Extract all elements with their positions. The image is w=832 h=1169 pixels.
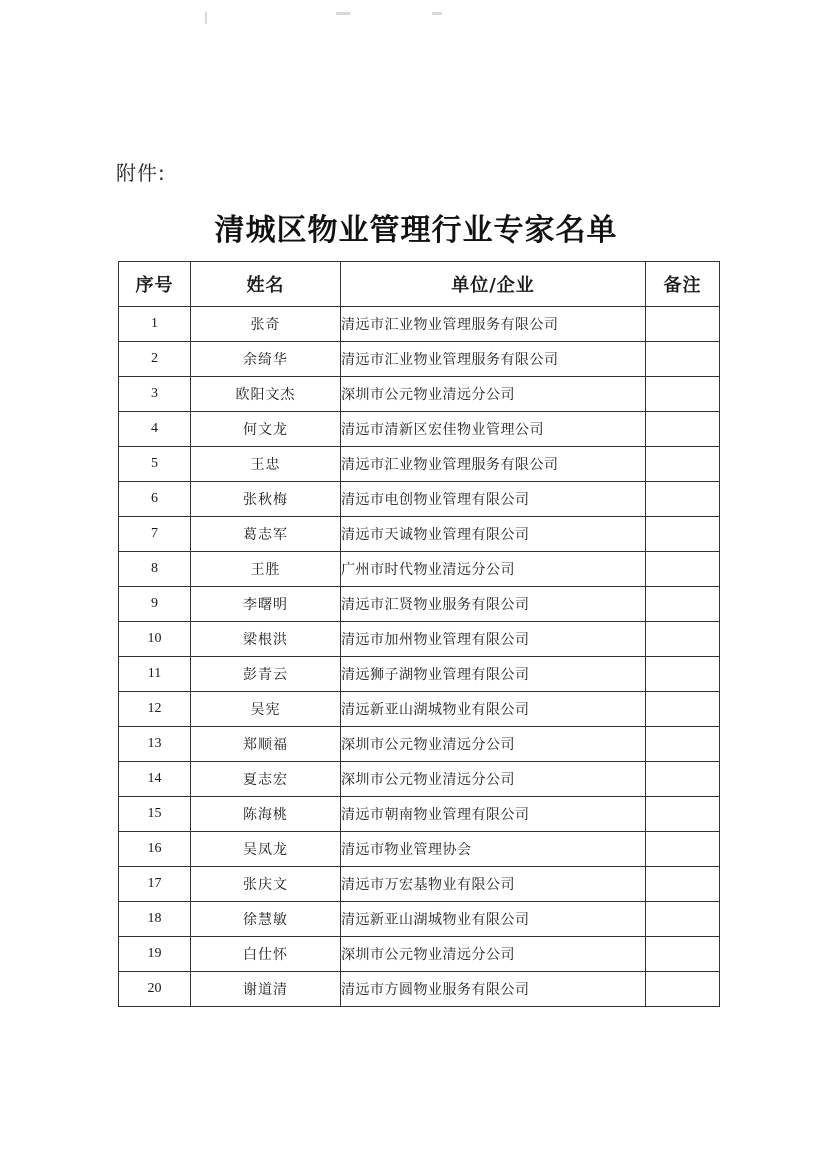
row-number: 3 bbox=[119, 377, 191, 412]
expert-organization: 清远市汇业物业管理服务有限公司 bbox=[341, 342, 646, 377]
expert-organization: 清远新亚山湖城物业有限公司 bbox=[341, 692, 646, 727]
expert-name: 梁根洪 bbox=[191, 622, 341, 657]
table-row bbox=[119, 622, 720, 657]
table-row bbox=[119, 552, 720, 587]
expert-name: 张庆文 bbox=[191, 867, 341, 902]
expert-organization: 清远市物业管理协会 bbox=[341, 832, 646, 867]
remark-cell bbox=[646, 342, 720, 377]
expert-organization: 清远市汇业物业管理服务有限公司 bbox=[341, 307, 646, 342]
header-remark: 备注 bbox=[646, 262, 720, 307]
table-row bbox=[119, 517, 720, 552]
header-unit: 单位/企业 bbox=[341, 262, 646, 307]
remark-cell bbox=[646, 692, 720, 727]
row-number: 20 bbox=[119, 972, 191, 1007]
table-body bbox=[119, 307, 720, 1007]
expert-organization: 清远市电创物业管理有限公司 bbox=[341, 482, 646, 517]
expert-list-table bbox=[118, 261, 720, 1007]
expert-name: 彭青云 bbox=[191, 657, 341, 692]
attachment-label: 附件: bbox=[116, 161, 166, 185]
row-number: 18 bbox=[119, 902, 191, 937]
row-number: 2 bbox=[119, 342, 191, 377]
expert-name: 何文龙 bbox=[191, 412, 341, 447]
row-number: 5 bbox=[119, 447, 191, 482]
expert-organization: 清远市万宏基物业有限公司 bbox=[341, 867, 646, 902]
table-header-row bbox=[119, 262, 720, 307]
remark-cell bbox=[646, 447, 720, 482]
scan-mark bbox=[205, 12, 207, 24]
table-row bbox=[119, 937, 720, 972]
remark-cell bbox=[646, 937, 720, 972]
header-no: 序号 bbox=[119, 262, 191, 307]
table-row bbox=[119, 867, 720, 902]
expert-name: 王胜 bbox=[191, 552, 341, 587]
expert-name: 葛志军 bbox=[191, 517, 341, 552]
expert-organization: 广州市时代物业清远分公司 bbox=[341, 552, 646, 587]
remark-cell bbox=[646, 517, 720, 552]
table-row bbox=[119, 412, 720, 447]
table-row bbox=[119, 657, 720, 692]
expert-name: 张奇 bbox=[191, 307, 341, 342]
row-number: 19 bbox=[119, 937, 191, 972]
row-number: 11 bbox=[119, 657, 191, 692]
row-number: 12 bbox=[119, 692, 191, 727]
row-number: 6 bbox=[119, 482, 191, 517]
remark-cell bbox=[646, 797, 720, 832]
row-number: 13 bbox=[119, 727, 191, 762]
expert-organization: 清远狮子湖物业管理有限公司 bbox=[341, 657, 646, 692]
remark-cell bbox=[646, 727, 720, 762]
expert-organization: 清远市汇贤物业服务有限公司 bbox=[341, 587, 646, 622]
expert-organization: 清远市加州物业管理有限公司 bbox=[341, 622, 646, 657]
expert-name: 张秋梅 bbox=[191, 482, 341, 517]
row-number: 8 bbox=[119, 552, 191, 587]
expert-name: 白仕怀 bbox=[191, 937, 341, 972]
row-number: 7 bbox=[119, 517, 191, 552]
header-name: 姓名 bbox=[191, 262, 341, 307]
expert-name: 郑顺福 bbox=[191, 727, 341, 762]
expert-organization: 清远市方圆物业服务有限公司 bbox=[341, 972, 646, 1007]
row-number: 4 bbox=[119, 412, 191, 447]
expert-organization: 清远市天诚物业管理有限公司 bbox=[341, 517, 646, 552]
table-row bbox=[119, 832, 720, 867]
row-number: 15 bbox=[119, 797, 191, 832]
expert-name: 欧阳文杰 bbox=[191, 377, 341, 412]
expert-organization: 深圳市公元物业清远分公司 bbox=[341, 762, 646, 797]
remark-cell bbox=[646, 412, 720, 447]
remark-cell bbox=[646, 622, 720, 657]
remark-cell bbox=[646, 867, 720, 902]
row-number: 9 bbox=[119, 587, 191, 622]
remark-cell bbox=[646, 902, 720, 937]
table-row bbox=[119, 692, 720, 727]
row-number: 10 bbox=[119, 622, 191, 657]
expert-name: 吴凤龙 bbox=[191, 832, 341, 867]
expert-organization: 清远市朝南物业管理有限公司 bbox=[341, 797, 646, 832]
row-number: 16 bbox=[119, 832, 191, 867]
table-row bbox=[119, 482, 720, 517]
table-row bbox=[119, 797, 720, 832]
remark-cell bbox=[646, 762, 720, 797]
table-row bbox=[119, 342, 720, 377]
expert-name: 夏志宏 bbox=[191, 762, 341, 797]
table-row bbox=[119, 587, 720, 622]
table-row bbox=[119, 902, 720, 937]
expert-name: 王忠 bbox=[191, 447, 341, 482]
scan-mark bbox=[432, 12, 442, 15]
expert-name: 李曙明 bbox=[191, 587, 341, 622]
table-row bbox=[119, 377, 720, 412]
row-number: 14 bbox=[119, 762, 191, 797]
expert-organization: 深圳市公元物业清远分公司 bbox=[341, 937, 646, 972]
remark-cell bbox=[646, 377, 720, 412]
expert-organization: 深圳市公元物业清远分公司 bbox=[341, 377, 646, 412]
expert-organization: 清远市清新区宏佳物业管理公司 bbox=[341, 412, 646, 447]
expert-name: 余绮华 bbox=[191, 342, 341, 377]
page-title: 清城区物业管理行业专家名单 bbox=[214, 213, 618, 248]
remark-cell bbox=[646, 832, 720, 867]
row-number: 17 bbox=[119, 867, 191, 902]
remark-cell bbox=[646, 972, 720, 1007]
table-row bbox=[119, 307, 720, 342]
remark-cell bbox=[646, 552, 720, 587]
expert-name: 徐慧敏 bbox=[191, 902, 341, 937]
expert-organization: 清远新亚山湖城物业有限公司 bbox=[341, 902, 646, 937]
row-number: 1 bbox=[119, 307, 191, 342]
expert-name: 吴宪 bbox=[191, 692, 341, 727]
remark-cell bbox=[646, 587, 720, 622]
expert-organization: 清远市汇业物业管理服务有限公司 bbox=[341, 447, 646, 482]
table-row bbox=[119, 727, 720, 762]
table-row bbox=[119, 447, 720, 482]
table-row bbox=[119, 972, 720, 1007]
remark-cell bbox=[646, 657, 720, 692]
expert-name: 谢道清 bbox=[191, 972, 341, 1007]
remark-cell bbox=[646, 307, 720, 342]
table-row bbox=[119, 762, 720, 797]
expert-organization: 深圳市公元物业清远分公司 bbox=[341, 727, 646, 762]
remark-cell bbox=[646, 482, 720, 517]
scan-mark bbox=[336, 12, 350, 15]
expert-name: 陈海桃 bbox=[191, 797, 341, 832]
